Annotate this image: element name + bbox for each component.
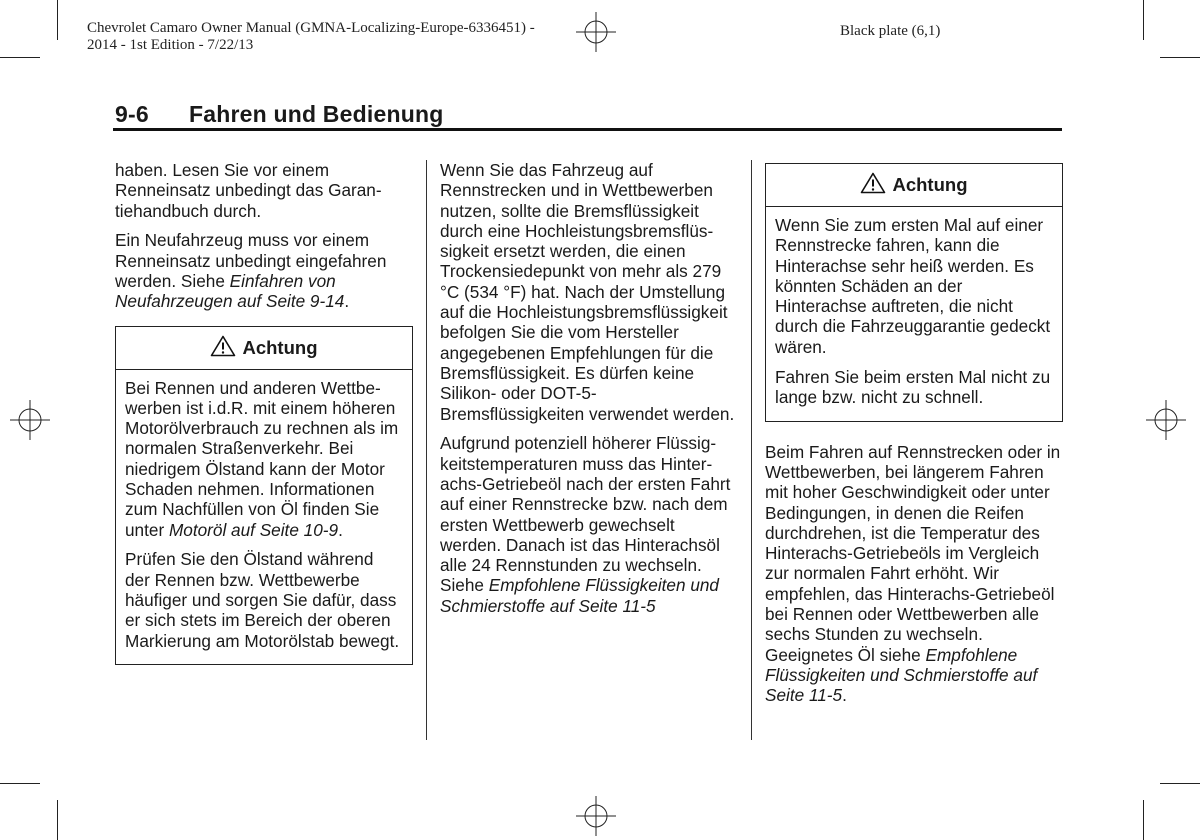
registration-mark-left [10,400,50,440]
warning-paragraph-2: Fahren Sie beim ersten Mal nicht zu lange bzw. nicht zu schnell. [775,366,1051,407]
registration-mark-right [1146,400,1186,440]
col1-paragraph-2 [115,230,413,311]
warning-p1-text: Bei Rennen und anderen Wettbewerben ist i.d.R. mit einem höheren Motorölverbrauch zu rechnen als im normalen Straßenverkehr. Bei niedrigem Ölstand kann der Motor Schaden nehmen. Informationen zum Nachfüllen von Öl finden Sie unter [125,377,399,540]
warning-paragraph-1 [125,378,403,540]
col3-paragraph-1 [765,442,1063,706]
warning-paragraph-2: Prüfen Sie den Ölstand während der Rennen bzw. Wettbewerbe häufiger und sorgen Sie dafür, dass er sich stets im Bereich der oberen Markierung am Motorölstab bewegt. [125,549,400,651]
column-separator-2 [751,160,752,740]
header-line-2: 2014 - 1st Edition - 7/22/13 [87,37,254,53]
warning-body [766,207,1062,421]
column-separator-1 [426,160,427,740]
print-header [87,20,535,54]
section-number: 9-6 [115,101,149,127]
warning-p1-end: . [338,519,343,540]
col1-paragraph-1: haben. Lesen Sie vor einem Renneinsatz unbedingt das Garantiehandbuch durch. [115,160,382,221]
warning-header [116,327,412,370]
header-line-1: Chevrolet Camaro Owner Manual (GMNA-Localizing-Europe-6336451) - [87,20,535,36]
warning-title: Achtung [892,174,968,195]
cross-reference-link[interactable]: Einfahren von Neufahrzeugen auf Seite 9‑14 [115,270,345,312]
plate-label: Black plate (6,1) [840,23,941,39]
section-title: Fahren und Bedienung [189,101,444,127]
col1-p2-end: . [344,291,350,312]
section-heading [115,101,443,128]
cross-reference-link[interactable]: Empfohlene Flüssigkeiten und Schmierstoffe auf Seite 11‑5 [440,575,719,616]
column-1 [115,160,413,665]
col2-paragraph-2 [440,433,736,616]
warning-body [116,370,412,665]
col3-p1-end: . [842,685,847,706]
column-3 [765,163,1063,715]
warning-header [766,164,1062,207]
col1-p2-text: Ein Neufahrzeug muss vor einem Renneinsatz unbedingt eingefahren werden. Siehe [115,230,387,291]
cross-reference-link[interactable]: Empfohlene Flüssigkeiten und Schmierstoffe auf Seite 11‑5 [765,644,1038,706]
warning-paragraph-1: Wenn Sie zum ersten Mal auf einer Rennstrecke fahren, kann die Hinterachse sehr heiß werden. Es könnten Schäden an der Hinterachse auftreten, die nicht durch die Fahrzeuggarantie gedeckt wären. [775,215,1051,357]
warning-title: Achtung [242,336,318,358]
registration-mark-bottom [576,796,616,836]
warning-box-2 [765,163,1063,422]
heading-rule [113,128,1062,131]
warning-triangle-icon [860,172,886,194]
registration-mark-top [576,12,616,52]
warning-box-1 [115,326,413,666]
col2-p2-text: Aufgrund potenziell höherer Flüssigkeitstemperaturen muss das Hinterachs-Getriebeöl nach der ersten Fahrt auf einer Rennstrecke bzw. nach dem ersten Wettbewerb gewechselt werden. Danach ist das Hinterachsöl alle 24 Rennstunden zu wechseln. Siehe [440,433,731,596]
cross-reference-link[interactable]: Motoröl auf Seite 10‑9 [168,519,339,540]
col3-p1-text: Beim Fahren auf Rennstrecken oder in Wettbewerben, bei längerem Fahren mit hoher Geschwindigkeit oder unter Bedingungen, in denen die Reifen durchdrehen, ist die Temperatur des Hinterachs-Getriebeöls im Vergleich zur normalen Fahrt erhöht. Wir empfehlen, das Hinterachs-Getriebeöl bei Rennen oder Wettbewerben alle sechs Stunden zu wechseln. Geeignetes Öl siehe [765,441,1061,665]
warning-triangle-icon [210,335,236,357]
column-2 [440,160,736,626]
col2-paragraph-1: Wenn Sie das Fahrzeug auf Rennstrecken und in Wettbewerben nutzen, sollte die Bremsflüssigkeit durch eine Hochleistungsbremsflüssigkeit ersetzt werden, die einen Trockensiedepunkt von mehr als 279 °C (534 °F) hat. Nach der Umstellung auf die Hochleistungsbremsflüssigkeit befolgen Sie die vom Hersteller angegebenen Empfehlungen für die Bremsflüssigkeit. Es dürfen keine Silikon- oder DOT-5-Bremsflüssigkeiten verwendet werden. [440,160,735,424]
